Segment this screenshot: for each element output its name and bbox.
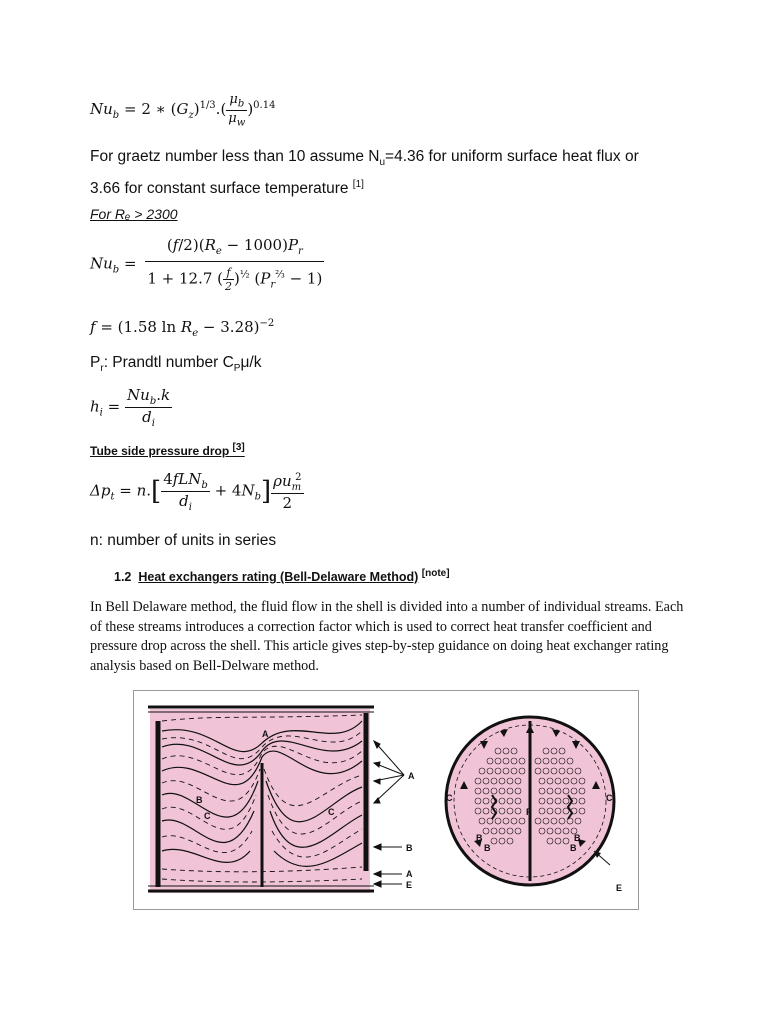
shell-side-view — [148, 707, 415, 893]
equation-gnielinski: $Nu_b$ = $(f/2)(R_e - 1000)P_r$ 1 + 12.7 ( $\frac{f}{2}$ )$^{\frac{1}{2}}$ $(P_r^{\frac{2}{3}} - 1)$ — [90, 236, 323, 293]
section-heading: 1.2 Heat exchangers rating (Bell-Delaware Method) [note] — [114, 568, 450, 585]
tube-side-heading: Tube side pressure drop [3] — [90, 442, 245, 458]
label-c-left: C — [204, 811, 211, 821]
n-units-line: n: number of units in series — [90, 532, 277, 549]
label-b-cross-3: B — [574, 833, 581, 843]
re-heading: For Rₑ > 2300 — [90, 206, 178, 222]
flow-stream-figure — [133, 690, 639, 910]
equation-nusselt-graetz: $Nu_b = 2$ ∗ $(G_z)^{1/3}$.( $\frac{\mu_b}{\mu_w}$ )$^{0.14}$ — [90, 92, 276, 129]
label-a-right: A — [408, 771, 415, 781]
prandtl-line: $P_r$: Prandtl number $C_P\mu/k$ — [90, 354, 262, 375]
label-b-left: B — [196, 795, 203, 805]
equation-friction-factor: f = (1.58 $\ln R_e - 3.28)^{-2}$ — [90, 318, 275, 339]
label-c-cross-left: C — [446, 793, 453, 803]
flow-diagram-svg — [134, 691, 638, 909]
label-a-top: A — [262, 729, 269, 739]
label-e-cross: E — [616, 883, 623, 893]
label-b-cross-1: B — [476, 833, 483, 843]
equation-pressure-drop: $\Delta p_t = n$.[ $\frac{4fLN_b}{d_i}$ + $4N_b$] $\frac{\rho u_m^2}{2}$ — [90, 470, 302, 513]
label-b-cross-2: B — [484, 843, 491, 853]
bell-delaware-paragraph: In Bell Delaware method, the fluid flow in the shell is divided into a number of individual streams. Each of these streams introduces a correction factor which is used to correct heat transfer coefficient and pressure drop across the shell. This article gives step-by-step guidance on doing heat exchanger rating analysis based on Bell-Delware method. — [90, 599, 684, 674]
label-b-arrow: B — [406, 843, 413, 853]
shell-cross-section — [446, 717, 622, 893]
label-e-arrow: E — [406, 880, 413, 890]
label-f-cross: F — [526, 807, 532, 817]
graetz-paragraph: For graetz number less than 10 assume $N_u=4.36$ for uniform surface heat flux or 3.66 for constant surface temperature [1] — [90, 148, 639, 198]
label-c-cross-right: C — [606, 793, 613, 803]
label-b-cross-4: B — [570, 843, 577, 853]
label-a-arrow: A — [406, 869, 413, 879]
label-c-right: C — [328, 807, 335, 817]
equation-hi: $h_i$ = $\frac{Nu_b.k}{d_i}$ — [90, 386, 171, 429]
